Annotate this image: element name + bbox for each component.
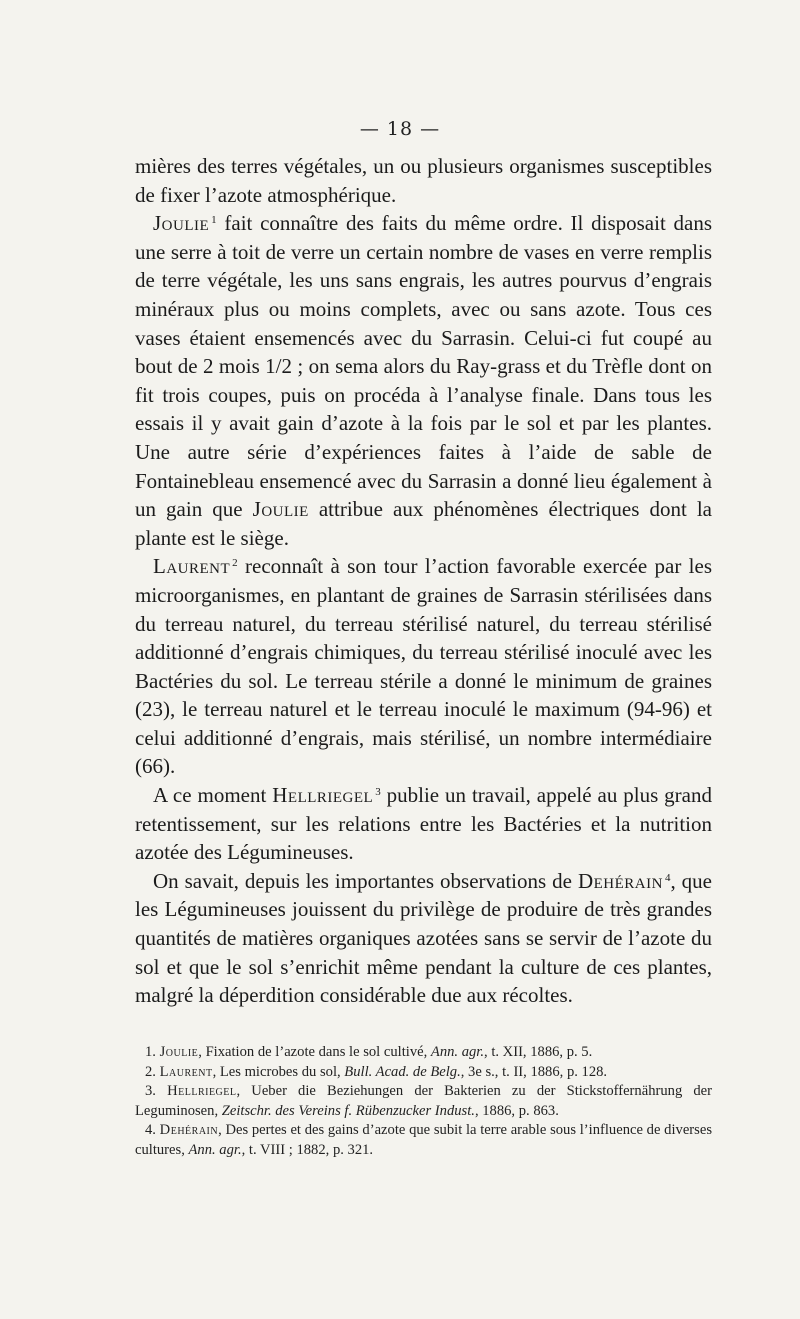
footnote-journal: Ann. agr. — [188, 1141, 242, 1158]
footnote-number: 2. — [145, 1063, 160, 1080]
footnote-3 — [135, 1082, 712, 1121]
paragraph-4 — [135, 781, 712, 867]
footnote-journal: Ann. agr. — [430, 1044, 485, 1060]
footnotes — [135, 1043, 712, 1160]
footnote-title: , Des pertes et des gains d’azote que subit la terre arable sous l’influence de diverses cultures, — [135, 1122, 712, 1158]
footnote-title: , Fixation de l’azote dans le sol cultivé, — [198, 1044, 431, 1060]
footnote-number: 1. — [145, 1044, 160, 1060]
footnote-journal: Bull. Acad. de Belg. — [344, 1063, 461, 1080]
author-hellriegel: Hellriegel — [272, 783, 374, 808]
footnote-citation: , t. VIII ; 1882, p. 321. — [241, 1141, 374, 1158]
paragraph-3 — [135, 552, 712, 781]
footnote-ref-4[interactable]: 4 — [664, 871, 671, 884]
author-joulie-2: Joulie — [252, 497, 309, 522]
footnote-4 — [135, 1121, 712, 1160]
paragraph-4-text: publie un travail, appelé au plus grand retentissement, sur les relations entre les Bactéries et la nutrition azotée des Légumineuses. — [135, 783, 712, 865]
paragraph-2 — [135, 209, 712, 552]
footnote-citation: , 1886, p. 863. — [474, 1102, 559, 1119]
footnote-2 — [135, 1063, 712, 1083]
footnote-title: , Les microbes du sol, — [212, 1063, 345, 1080]
footnote-author: Hellriegel — [167, 1083, 237, 1099]
author-deherain: Dehérain — [577, 868, 663, 893]
footnote-number: 3. — [145, 1083, 168, 1099]
footnote-author: Joulie — [159, 1044, 199, 1060]
footnote-number: 4. — [145, 1122, 160, 1138]
author-laurent: Laurent — [153, 554, 231, 579]
footnote-citation: , t. XII, 1886, p. 5. — [484, 1044, 593, 1060]
footnote-author: Laurent — [159, 1063, 213, 1080]
paragraph-5-text: , que les Légumineuses jouissent du privilège de produire de très grandes quantités de matières organiques azotées sans se servir de l’azote du sol et que le sol s’enrichit même pendant la culture de ces plantes, malgré la déperdition considérable due aux récoltes. — [135, 868, 712, 1008]
footnote-citation: , 3e s., t. II, 1886, p. 128. — [460, 1063, 608, 1080]
footnote-ref-3[interactable]: 3 — [375, 786, 381, 799]
footnote-journal: Zeitschr. des Vereins f. Rübenzucker Indust. — [221, 1102, 475, 1119]
paragraph-1: mières des terres végétales, un ou plusieurs organismes susceptibles de fixer l’azote atmosphérique. — [135, 154, 712, 207]
footnote-ref-1[interactable]: 1 — [211, 214, 217, 227]
paragraph-3-text: reconnaît à son tour l’action favorable exercée par les microorganismes, en plantant de graines de Sarrasin stérilisées dans du terreau naturel, du terreau stérilisé naturel, du terreau stérilisé additionné d’engrais chimiques, du terreau stérilisé inoculé avec les Bactéries du sol. Le terreau stérile a donné le minimum de graines (23), le terreau naturel et le terreau inoculé le maximum (94-96) et celui additionné d’engrais, mais stérilisé, un nombre intermédiaire (66). — [135, 554, 712, 779]
footnote-author: Dehérain — [159, 1122, 219, 1138]
paragraph-5 — [135, 867, 712, 1010]
footnote-title: , Ueber die Beziehungen der Bakterien zu der Stickstoffernährung der Leguminosen, — [135, 1083, 713, 1119]
footnote-1 — [135, 1043, 712, 1063]
page-number: — 18 — — [359, 118, 441, 140]
paragraph-2-tail: attribue aux phénomènes électriques dont la plante est le siège. — [135, 497, 712, 550]
author-joulie: Joulie — [153, 211, 210, 236]
paragraph-2-text: fait connaître des faits du même ordre. Il disposait dans une serre à toit de verre un certain nombre de vases en verre remplis de terre végétale, les uns sans engrais, les autres pourvus d’engrais minéraux plus ou moins complets, avec ou sans azote. Tous ces vases étaient ensemencés avec du Sarrasin. Celui-ci fut coupé au bout de 2 mois 1/2 ; on sema alors du Ray-grass et du Trèfle dont on fit trois coupes, puis on procéda à l’analyse finale. Dans tous les essais il y avait gain d’azote à la fois par le sol et par les plantes. Une autre série d’expériences faites à l’aide de sable de Fontainebleau ensemencé avec du Sarrasin a donné lieu également à un gain que — [135, 211, 712, 522]
paragraph-5-lead: On savait, depuis les importantes observations de — [153, 868, 578, 893]
footnote-ref-2[interactable]: 2 — [232, 557, 238, 570]
paragraph-4-lead: A ce moment — [153, 783, 273, 808]
body-text — [135, 152, 712, 1010]
